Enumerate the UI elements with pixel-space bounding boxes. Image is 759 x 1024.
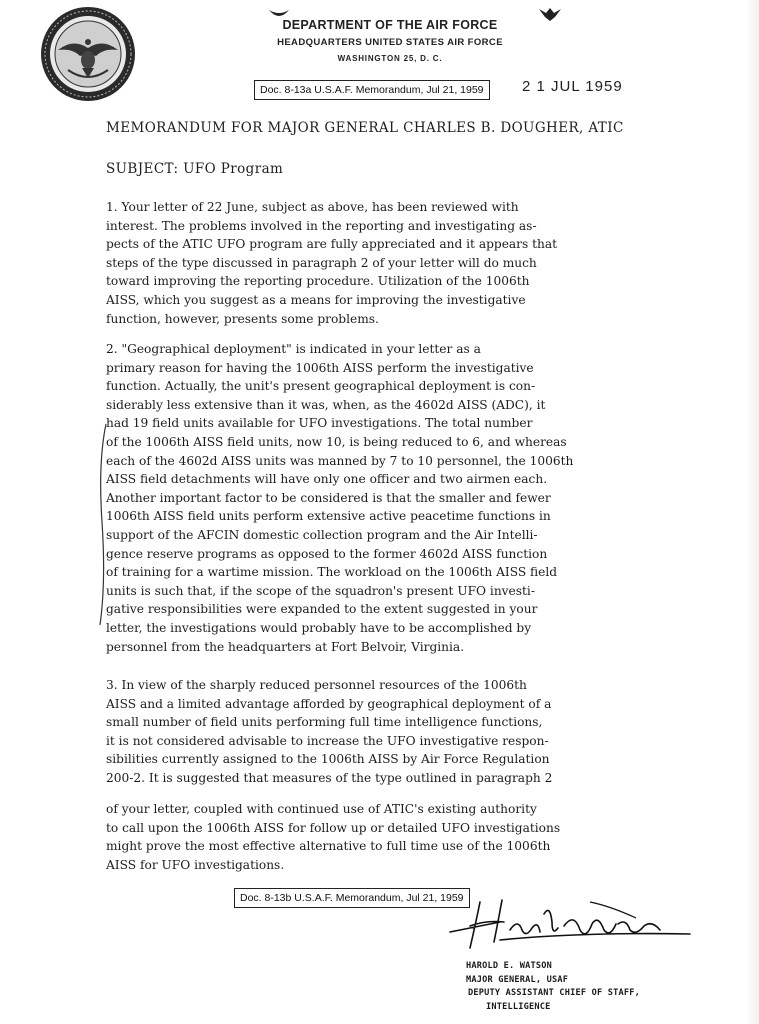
paragraph-3-continued xyxy=(106,800,716,874)
signature-block xyxy=(466,960,640,1014)
text-line: support of the AFCIN domestic collection program and the Air Intelli- xyxy=(106,527,538,542)
headquarters-name: HEADQUARTERS UNITED STATES AIR FORCE xyxy=(277,37,503,48)
scan-edge-shadow xyxy=(745,0,759,1024)
handwritten-signature-icon xyxy=(440,892,700,954)
text-line: AISS and a limited advantage afforded by geographical deployment of a xyxy=(106,696,552,711)
text-line: each of the 4602d AISS units was manned by 7 to 10 personnel, the 1006th xyxy=(106,453,574,468)
department-of-defense-seal-icon xyxy=(38,4,138,104)
text-line: gative responsibilities were expanded to the extent suggested in your xyxy=(106,602,538,617)
text-line: 3. In view of the sharply reduced personnel resources of the 1006th xyxy=(106,678,527,692)
doc-label-bottom: Doc. 8-13b U.S.A.F. Memorandum, Jul 21, 1959 xyxy=(234,888,470,908)
text-line: small number of field units performing full time intelligence functions, xyxy=(106,715,543,730)
doc-label-top: Doc. 8-13a U.S.A.F. Memorandum, Jul 21, 1959 xyxy=(254,80,490,100)
text-line: 200-2. It is suggested that measures of the type outlined in paragraph 2 xyxy=(106,770,553,785)
text-line: of your letter, coupled with continued use of ATIC's existing authority xyxy=(106,802,537,816)
text-line: it is not considered advisable to increase the UFO investigative respon- xyxy=(106,733,549,748)
text-line: units is such that, if the scope of the squadron's present UFO investi- xyxy=(106,583,535,598)
text-line: siderably less extensive than it was, when, as the 4602d AISS (ADC), it xyxy=(106,397,546,412)
text-line: toward improving the reporting procedure. Utilization of the 1006th xyxy=(106,274,530,289)
text-line: interest. The problems involved in the reporting and investigating as- xyxy=(106,218,537,233)
text-line: AISS, which you suggest as a means for improving the investigative xyxy=(106,292,526,307)
letterhead xyxy=(200,18,580,63)
text-line: function, however, presents some problems. xyxy=(106,311,379,326)
text-line: 1. Your letter of 22 June, subject as above, has been reviewed with xyxy=(106,200,519,214)
signer-office: INTELLIGENCE xyxy=(486,1001,551,1012)
text-line: to call upon the 1006th AISS for follow up or detailed UFO investigations xyxy=(106,820,561,835)
text-line: Another important factor to be considered is that the smaller and fewer xyxy=(106,490,551,505)
department-name: DEPARTMENT OF THE AIR FORCE xyxy=(282,18,498,32)
signer-name: HAROLD E. WATSON xyxy=(466,961,552,971)
text-line: might prove the most effective alternative to full time use of the 1006th xyxy=(106,839,551,854)
text-line: 1006th AISS field units perform extensive active peacetime functions in xyxy=(106,509,551,524)
text-line: letter, the investigations would probably have to be accomplished by xyxy=(106,620,532,635)
text-line: gence reserve programs as opposed to the former 4602d AISS function xyxy=(106,546,548,561)
text-line: function. Actually, the unit's present geographical deployment is con- xyxy=(106,379,536,394)
paragraph-1 xyxy=(106,198,716,328)
text-line: had 19 field units available for UFO investigations. The total number xyxy=(106,416,533,431)
signer-rank: MAJOR GENERAL, USAF xyxy=(466,974,569,985)
signer-title: DEPUTY ASSISTANT CHIEF OF STAFF, xyxy=(468,988,640,998)
paragraph-3 xyxy=(106,676,716,788)
text-line: primary reason for having the 1006th AISS perform the investigative xyxy=(106,360,534,375)
memo-title: MEMORANDUM FOR MAJOR GENERAL CHARLES B. DOUGHER, ATIC xyxy=(106,120,624,136)
text-line: 2. "Geographical deployment" is indicated in your letter as a xyxy=(106,342,481,356)
date-stamp: 2 1 JUL 1959 xyxy=(522,78,623,95)
paragraph-2 xyxy=(106,340,716,656)
text-line: steps of the type discussed in paragraph 2 of your letter will do much xyxy=(106,255,537,270)
text-line: of the 1006th AISS field units, now 10, is being reduced to 6, and whereas xyxy=(106,434,567,449)
location: WASHINGTON 25, D. C. xyxy=(337,54,443,63)
text-line: pects of the ATIC UFO program are fully appreciated and it appears that xyxy=(106,237,558,252)
text-line: sibilities currently assigned to the 1006th AISS by Air Force Regulation xyxy=(106,752,550,767)
text-line: personnel from the headquarters at Fort Belvoir, Virginia. xyxy=(106,639,465,654)
text-line: AISS for UFO investigations. xyxy=(106,857,285,872)
subject-line: SUBJECT: UFO Program xyxy=(106,161,284,177)
text-line: AISS field detachments will have only one officer and two airmen each. xyxy=(106,472,548,487)
text-line: of training for a wartime mission. The workload on the 1006th AISS field xyxy=(106,565,558,580)
